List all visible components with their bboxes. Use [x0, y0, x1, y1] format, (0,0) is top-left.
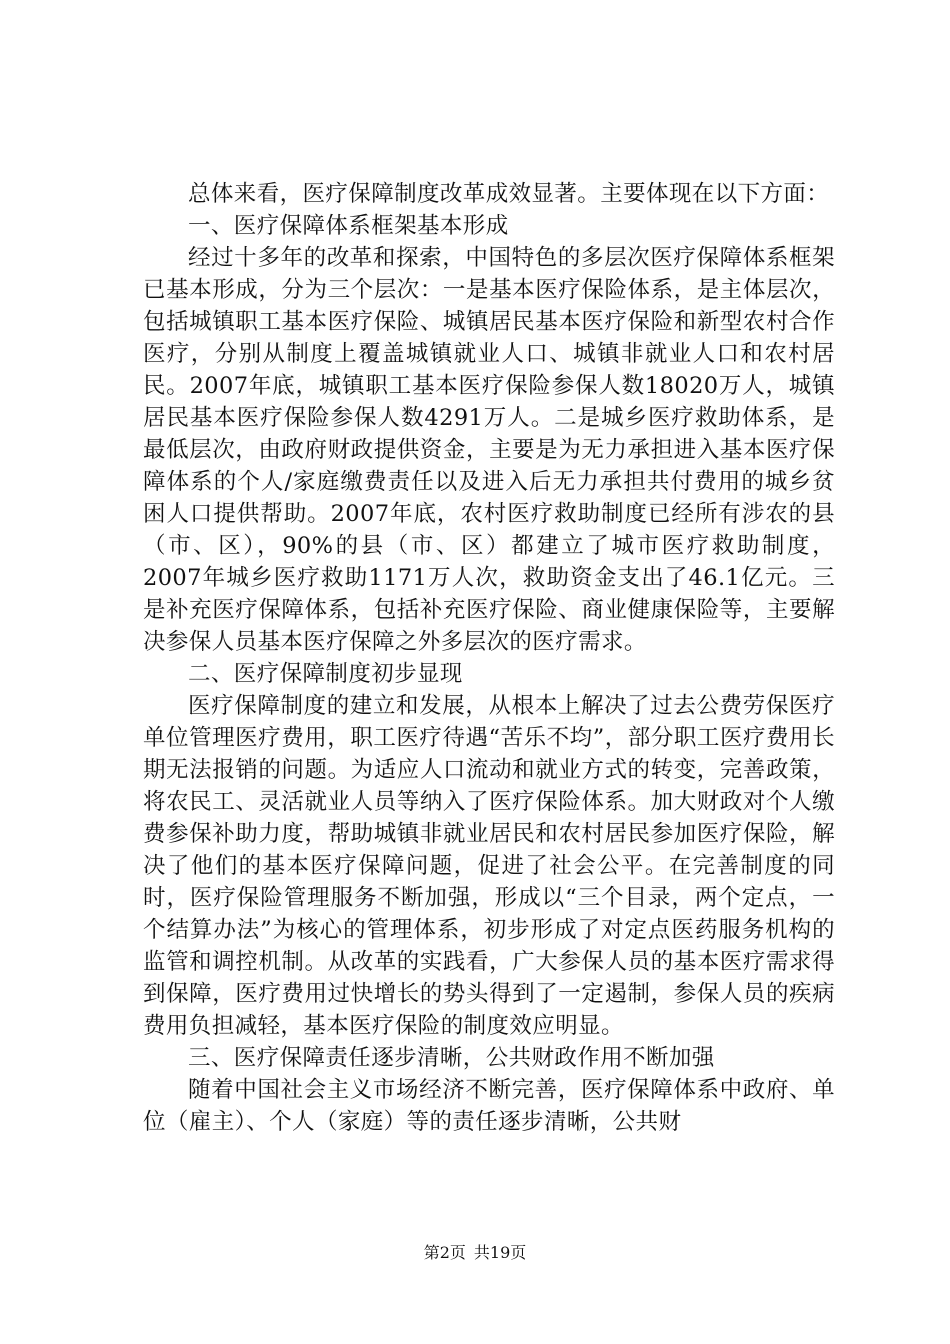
document-body	[143, 178, 835, 1138]
page-number: 第2页	[423, 1243, 466, 1262]
section-heading-3: 三、医疗保障责任逐步清晰，公共财政作用不断加强	[188, 1045, 715, 1071]
paragraph-section-1: 经过十多年的改革和探索，中国特色的多层次医疗保障体系框架已基本形成，分为三个层次：一是基本医疗保险体系，是主体层次，包括城镇职工基本医疗保险、城镇居民基本医疗保险和新型农村合作医疗，分别从制度上覆盖城镇就业人口、城镇非就业人口和农村居民。2007年底，城镇职工基本医疗保险参保人数18020万人，城镇居民基本医疗保险参保人数4291万人。二是城乡医疗救助体系，是最低层次，由政府财政提供资金，主要是为无力承担进入基本医疗保障体系的个人/家庭缴费责任以及进入后无力承担共付费用的城乡贫困人口提供帮助。2007年底，农村医疗救助制度已经所有涉农的县（市、区），90%的县（市、区）都建立了城市医疗救助制度，2007年城乡医疗救助1171万人次，救助资金支出了46.1亿元。三是补充医疗保障体系，包括补充医疗保险、商业健康保险等，主要解决参保人员基本医疗保障之外多层次的医疗需求。	[143, 245, 835, 655]
paragraph-section-3: 随着中国社会主义市场经济不断完善，医疗保障体系中政府、单位（雇主）、个人（家庭）等的责任逐步清晰，公共财	[143, 1077, 835, 1135]
page-footer	[0, 1243, 950, 1263]
section-heading-2: 二、医疗保障制度初步显现	[188, 661, 463, 687]
paragraph-summary: 总体来看，医疗保障制度改革成效显著。主要体现在以下方面：	[188, 181, 830, 207]
paragraph-section-2: 医疗保障制度的建立和发展，从根本上解决了过去公费劳保医疗单位管理医疗费用，职工医疗待遇“苦乐不均”，部分职工医疗费用长期无法报销的问题。为适应人口流动和就业方式的转变，完善政策，将农民工、灵活就业人员等纳入了医疗保险体系。加大财政对个人缴费参保补助力度，帮助城镇非就业居民和农村居民参加医疗保险，解决了他们的基本医疗保障问题，促进了社会公平。在完善制度的同时，医疗保险管理服务不断加强，形成以“三个目录，两个定点，一个结算办法”为核心的管理体系，初步形成了对定点医药服务机构的监管和调控机制。从改革的实践看，广大参保人员的基本医疗需求得到保障，医疗费用过快增长的势头得到了一定遏制，参保人员的疾病费用负担减轻，基本医疗保险的制度效应明显。	[143, 693, 835, 1039]
section-heading-1: 一、医疗保障体系框架基本形成	[188, 213, 509, 239]
page-total: 共19页	[473, 1243, 527, 1262]
